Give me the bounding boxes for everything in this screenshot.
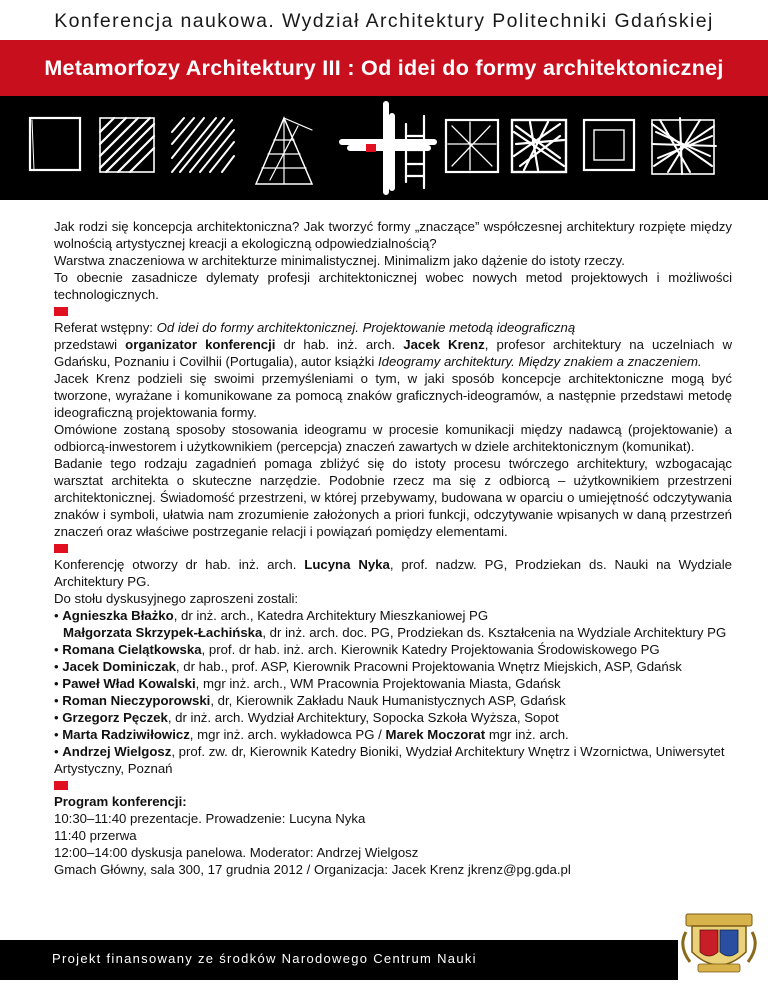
- red-marker: [54, 544, 68, 553]
- intro-question: Jak rodzi się koncepcja architektoniczna? Jak tworzyć formy „znaczące” współczesnej architektury rozpięte między wolnością artystycznej kreacji a ekologiczną odpowiedzialnością?: [54, 219, 732, 251]
- red-marker: [54, 781, 68, 790]
- invited-line: Do stołu dyskusyjnego zaproszeni zostali:: [54, 591, 299, 606]
- opening-line: Konferencję otworzy dr hab. inż. arch. Lucyna Nyka, prof. nadzw. PG, Prodziekan ds. Nauki na Wydziale Architektury PG.: [54, 557, 732, 589]
- intro-dilemmas: To obecnie zasadnicze dylematy profesji architektonicznej wobec nowych metod projektowych i możliwości technologicznych.: [54, 270, 732, 302]
- lecture-title: Referat wstępny: Od idei do formy architektonicznej. Projektowanie metodą ideograficzną: [54, 320, 576, 335]
- panel-member: • Jacek Dominiczak, dr hab., prof. ASP, Kierownik Pracowni Projektowania Wnętrz Miejskich, ASP, Gdańsk: [54, 659, 682, 674]
- panel-member: • Roman Nieczyporowski, dr, Kierownik Zakładu Nauk Humanistycznych ASP, Gdańsk: [54, 693, 566, 708]
- funding-bar: [0, 940, 678, 980]
- program-section: [54, 793, 732, 861]
- ideogram-strip: [0, 96, 768, 200]
- venue-line: Gmach Główny, sala 300, 17 grudnia 2012 / Organizacja: Jacek Krenz jkrenz@pg.gda.pl: [54, 862, 571, 877]
- panel-member: • Grzegorz Pęczek, dr inż. arch. Wydział Architektury, Sopocka Szkoła Wyższa, Sopot: [54, 710, 559, 725]
- panel-member: • Marta Radziwiłowicz, mgr inż. arch. wykładowca PG / Marek Moczorat mgr inż. arch.: [54, 727, 569, 742]
- panel-member: Małgorzata Skrzypek-Łachińska, dr inż. arch. doc. PG, Prodziekan ds. Kształcenia na Wydziale Architektury PG: [63, 625, 727, 640]
- lecture-paragraph: Jacek Krenz podzieli się swoimi przemyśleniami o tym, w jaki sposób koncepcje architektoniczne mogą być tworzone, wyrażane i komunikowane za pomocą znaków graficznych-ideogramów, a następnie przedstawi metodę ideograficzną projektowania formy.: [54, 371, 732, 420]
- main-content: [54, 218, 732, 878]
- ideogram-sketches-icon: [0, 96, 768, 200]
- panel-list: [54, 607, 732, 777]
- conference-title: Metamorfozy Architektury III : Od idei do formy architektonicznej: [44, 56, 724, 80]
- lecture-paragraph: Badanie tego rodzaju zagadnień pomaga zbliżyć się do istoty procesu twórczego architektury, wzbogacając warsztat architekta o skuteczne narzędzie. Podobnie rzecz ma się z odbiorcą – użytkownikiem przestrzeni architektonicznej. Świadomość przestrzeni, w której przebywamy, budowana w oparciu o umiejętność odczytywania znaków i symboli, ułatwia nam zrozumienie założonych a priori funkcji, odczytywanie wpisanych w daną przestrzeń znaczeń oraz właściwe postrzeganie relacji i powiązań pomiędzy elementami.: [54, 456, 732, 539]
- program-item: 10:30–11:40 prezentacje. Prowadzenie: Lucyna Nyka: [54, 811, 366, 826]
- lecture-presenter: przedstawi organizator konferencji dr hab. inż. arch. Jacek Krenz, profesor architektury na uczelniach w Gdańsku, Poznaniu i Covilhii (Portugalia), autor książki Ideogramy architektury. Między znakiem a znaczeniem.: [54, 337, 732, 369]
- panel-member: • Agnieszka Błażko, dr inż. arch., Katedra Architektury Mieszkaniowej PG: [54, 608, 489, 623]
- panel-member: • Andrzej Wielgosz, prof. zw. dr, Kierownik Katedry Bioniki, Wydział Architektury Wnętrz i Wzornictwa, Uniwersytet Artystyczny, Poznań: [54, 744, 725, 776]
- lecture-paragraph: Omówione zostaną sposoby stosowania ideogramu w procesie komunikacji między nadawcą (projektowanie) a odbiorcą-inwestorem i użytkownikiem (percepcja) znaczeń zawartych w dziele architektonicznym (komunikat).: [54, 422, 732, 454]
- panel-member: • Paweł Wład Kowalski, mgr inż. arch., WM Pracownia Projektowania Miasta, Gdańsk: [54, 676, 561, 691]
- program-item: 12:00–14:00 dyskusja panelowa. Moderator: Andrzej Wielgosz: [54, 845, 419, 860]
- program-item: 11:40 przerwa: [54, 828, 137, 843]
- intro-minimalism: Warstwa znaczeniowa w architekturze minimalistycznej. Minimalizm jako dążenie do istoty rzeczy.: [54, 253, 625, 268]
- university-crest-icon: [678, 912, 760, 978]
- funding-text: Projekt finansowany ze środków Narodowego Centrum Nauki: [52, 951, 477, 966]
- title-banner: [0, 40, 768, 96]
- red-marker: [54, 307, 68, 316]
- conference-header: Konferencja naukowa. Wydział Architektury Politechniki Gdańskiej: [54, 10, 714, 32]
- program-heading: Program konferencji:: [54, 794, 187, 809]
- panel-member: • Romana Cielątkowska, prof. dr hab. inż. arch. Kierownik Katedry Projektowania Środowiskowego PG: [54, 642, 660, 657]
